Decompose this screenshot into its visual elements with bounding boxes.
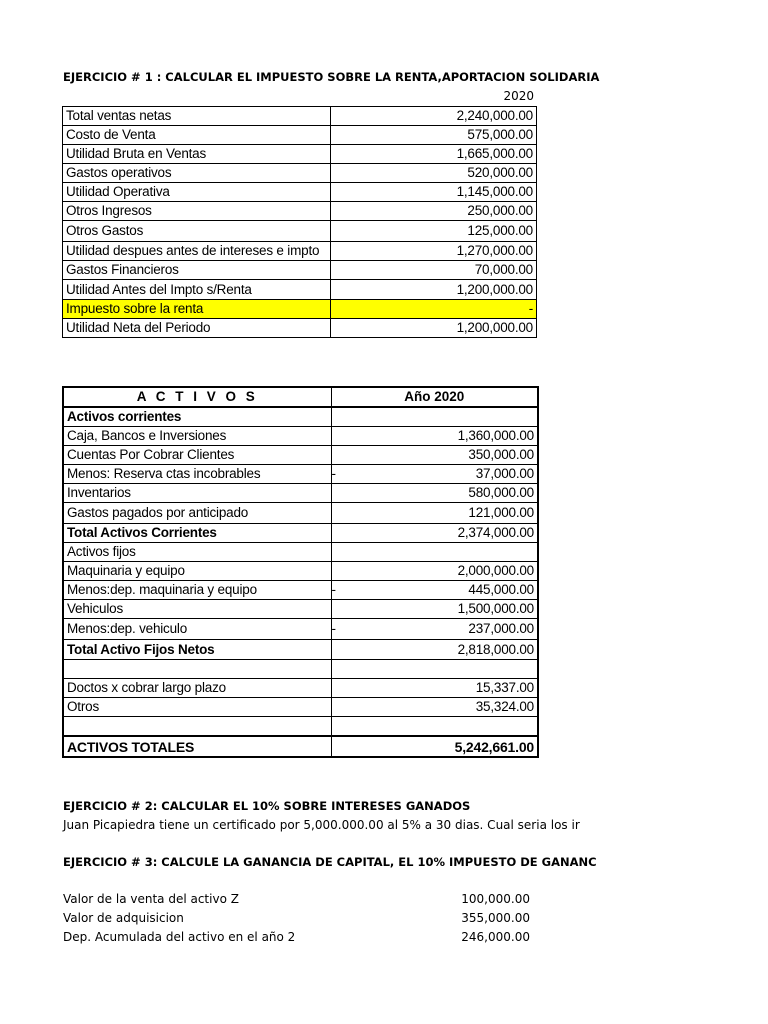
row-label: Inventarios xyxy=(63,484,331,503)
table-row xyxy=(63,484,538,503)
row-value: 1,200,000.00 xyxy=(331,319,537,338)
table-row xyxy=(63,183,537,202)
ejercicio1-title: EJERCICIO # 1 : CALCULAR EL IMPUESTO SOBRE LA RENTA,APORTACION SOLIDARIA xyxy=(63,70,600,84)
row-value: 1,500,000.00 xyxy=(331,600,538,619)
table-row xyxy=(63,619,538,640)
table-row xyxy=(63,581,538,600)
highlighted-row xyxy=(63,300,537,319)
year-label: 2020 xyxy=(503,89,534,103)
ejercicio3-row-value: 100,000.00 xyxy=(461,892,530,906)
row-label: Utilidad Antes del Impto s/Renta xyxy=(63,280,331,300)
table-row xyxy=(63,600,538,619)
table-row xyxy=(63,679,538,698)
table-row xyxy=(63,543,538,562)
total-label: ACTIVOS TOTALES xyxy=(63,736,331,757)
minus-sign: - xyxy=(331,466,336,481)
ejercicio3-row-label: Valor de adquisicion xyxy=(63,911,184,925)
row-value xyxy=(331,581,538,600)
row-label: Total Activo Fijos Netos xyxy=(63,640,331,660)
row-label: Gastos operativos xyxy=(63,164,331,183)
table-row xyxy=(63,698,538,717)
table-row xyxy=(63,427,538,446)
row-label: Total Activos Corrientes xyxy=(63,524,331,543)
row-label: Total ventas netas xyxy=(63,107,331,126)
row-value: 70,000.00 xyxy=(331,261,537,280)
table-row xyxy=(63,145,537,164)
table-row xyxy=(63,107,537,126)
row-value: 520,000.00 xyxy=(331,164,537,183)
row-value: 1,145,000.00 xyxy=(331,183,537,202)
value-text: 445,000.00 xyxy=(468,582,534,597)
value-text: 37,000.00 xyxy=(475,466,534,481)
row-label: Menos:dep. vehiculo xyxy=(63,619,331,640)
row-value: 350,000.00 xyxy=(331,446,538,465)
row-value: 2,374,000.00 xyxy=(331,524,538,543)
row-value: 1,360,000.00 xyxy=(331,427,538,446)
income-statement-table xyxy=(62,106,537,338)
table-row xyxy=(63,446,538,465)
total-value: 5,242,661.00 xyxy=(331,736,538,757)
table-row xyxy=(63,503,538,524)
table-row xyxy=(63,221,537,242)
row-value: 2,000,000.00 xyxy=(331,562,538,581)
row-label: Gastos pagados por anticipado xyxy=(63,503,331,524)
ejercicio3-row-value: 355,000.00 xyxy=(461,911,530,925)
row-value xyxy=(331,619,538,640)
table-row xyxy=(63,640,538,660)
table-row xyxy=(63,164,537,183)
table-row xyxy=(63,717,538,737)
ejercicio3-row-value: 246,000.00 xyxy=(461,930,530,944)
minus-sign: - xyxy=(331,621,336,636)
table-row xyxy=(63,280,537,300)
row-label: Otros Ingresos xyxy=(63,202,331,221)
table-row xyxy=(63,126,537,145)
ejercicio2-text: Juan Picapiedra tiene un certificado por 5,000.000.00 al 5% a 30 dias. Cual seria los ir xyxy=(63,818,580,832)
table-row xyxy=(63,562,538,581)
total-row xyxy=(63,736,538,757)
row-label: Utilidad Neta del Periodo xyxy=(63,319,331,338)
assets-table xyxy=(62,386,539,758)
row-value xyxy=(331,543,538,562)
ejercicio2-title: EJERCICIO # 2: CALCULAR EL 10% SOBRE INTERESES GANADOS xyxy=(63,799,471,813)
row-value xyxy=(331,407,538,427)
ejercicio3-row-label: Valor de la venta del activo Z xyxy=(63,892,239,906)
row-label xyxy=(63,660,331,679)
row-value: 35,324.00 xyxy=(331,698,538,717)
row-label: Menos: Reserva ctas incobrables xyxy=(63,465,331,484)
table-row xyxy=(63,660,538,679)
row-value: 2,818,000.00 xyxy=(331,640,538,660)
row-value: 2,240,000.00 xyxy=(331,107,537,126)
table-row xyxy=(63,524,538,543)
row-value: 121,000.00 xyxy=(331,503,538,524)
assets-header-row xyxy=(63,387,538,407)
row-label: Activos corrientes xyxy=(63,407,331,427)
ejercicio3-title: EJERCICIO # 3: CALCULE LA GANANCIA DE CAPITAL, EL 10% IMPUESTO DE GANANC xyxy=(63,855,597,869)
table-row xyxy=(63,465,538,484)
row-value: 580,000.00 xyxy=(331,484,538,503)
row-value: 250,000.00 xyxy=(331,202,537,221)
minus-sign: - xyxy=(331,582,336,597)
row-label: Utilidad despues antes de intereses e impto xyxy=(63,242,331,261)
row-value: 1,200,000.00 xyxy=(331,280,537,300)
assets-header: A C T I V O S xyxy=(63,387,331,407)
row-label: Otros Gastos xyxy=(63,221,331,242)
row-label: Maquinaria y equipo xyxy=(63,562,331,581)
table-row xyxy=(63,242,537,261)
row-label xyxy=(63,717,331,737)
row-label: Doctos x cobrar largo plazo xyxy=(63,679,331,698)
row-value: 125,000.00 xyxy=(331,221,537,242)
table-row xyxy=(63,261,537,280)
row-value: 1,665,000.00 xyxy=(331,145,537,164)
row-value: 1,270,000.00 xyxy=(331,242,537,261)
row-label: Utilidad Operativa xyxy=(63,183,331,202)
row-value xyxy=(331,465,538,484)
row-value xyxy=(331,660,538,679)
row-value: 15,337.00 xyxy=(331,679,538,698)
row-value xyxy=(331,717,538,737)
row-label: Otros xyxy=(63,698,331,717)
row-label: Impuesto sobre la renta xyxy=(63,300,331,319)
row-value: - xyxy=(331,300,537,319)
ejercicio3-row-label: Dep. Acumulada del activo en el año 2 xyxy=(63,930,296,944)
row-label: Gastos Financieros xyxy=(63,261,331,280)
table-row xyxy=(63,407,538,427)
row-label: Vehiculos xyxy=(63,600,331,619)
table-row xyxy=(63,319,537,338)
table-row xyxy=(63,202,537,221)
row-label: Activos fijos xyxy=(63,543,331,562)
row-label: Costo de Venta xyxy=(63,126,331,145)
row-value: 575,000.00 xyxy=(331,126,537,145)
year-header: Año 2020 xyxy=(331,387,538,407)
row-label: Cuentas Por Cobrar Clientes xyxy=(63,446,331,465)
row-label: Caja, Bancos e Inversiones xyxy=(63,427,331,446)
row-label: Utilidad Bruta en Ventas xyxy=(63,145,331,164)
row-label: Menos:dep. maquinaria y equipo xyxy=(63,581,331,600)
value-text: 237,000.00 xyxy=(468,621,534,636)
